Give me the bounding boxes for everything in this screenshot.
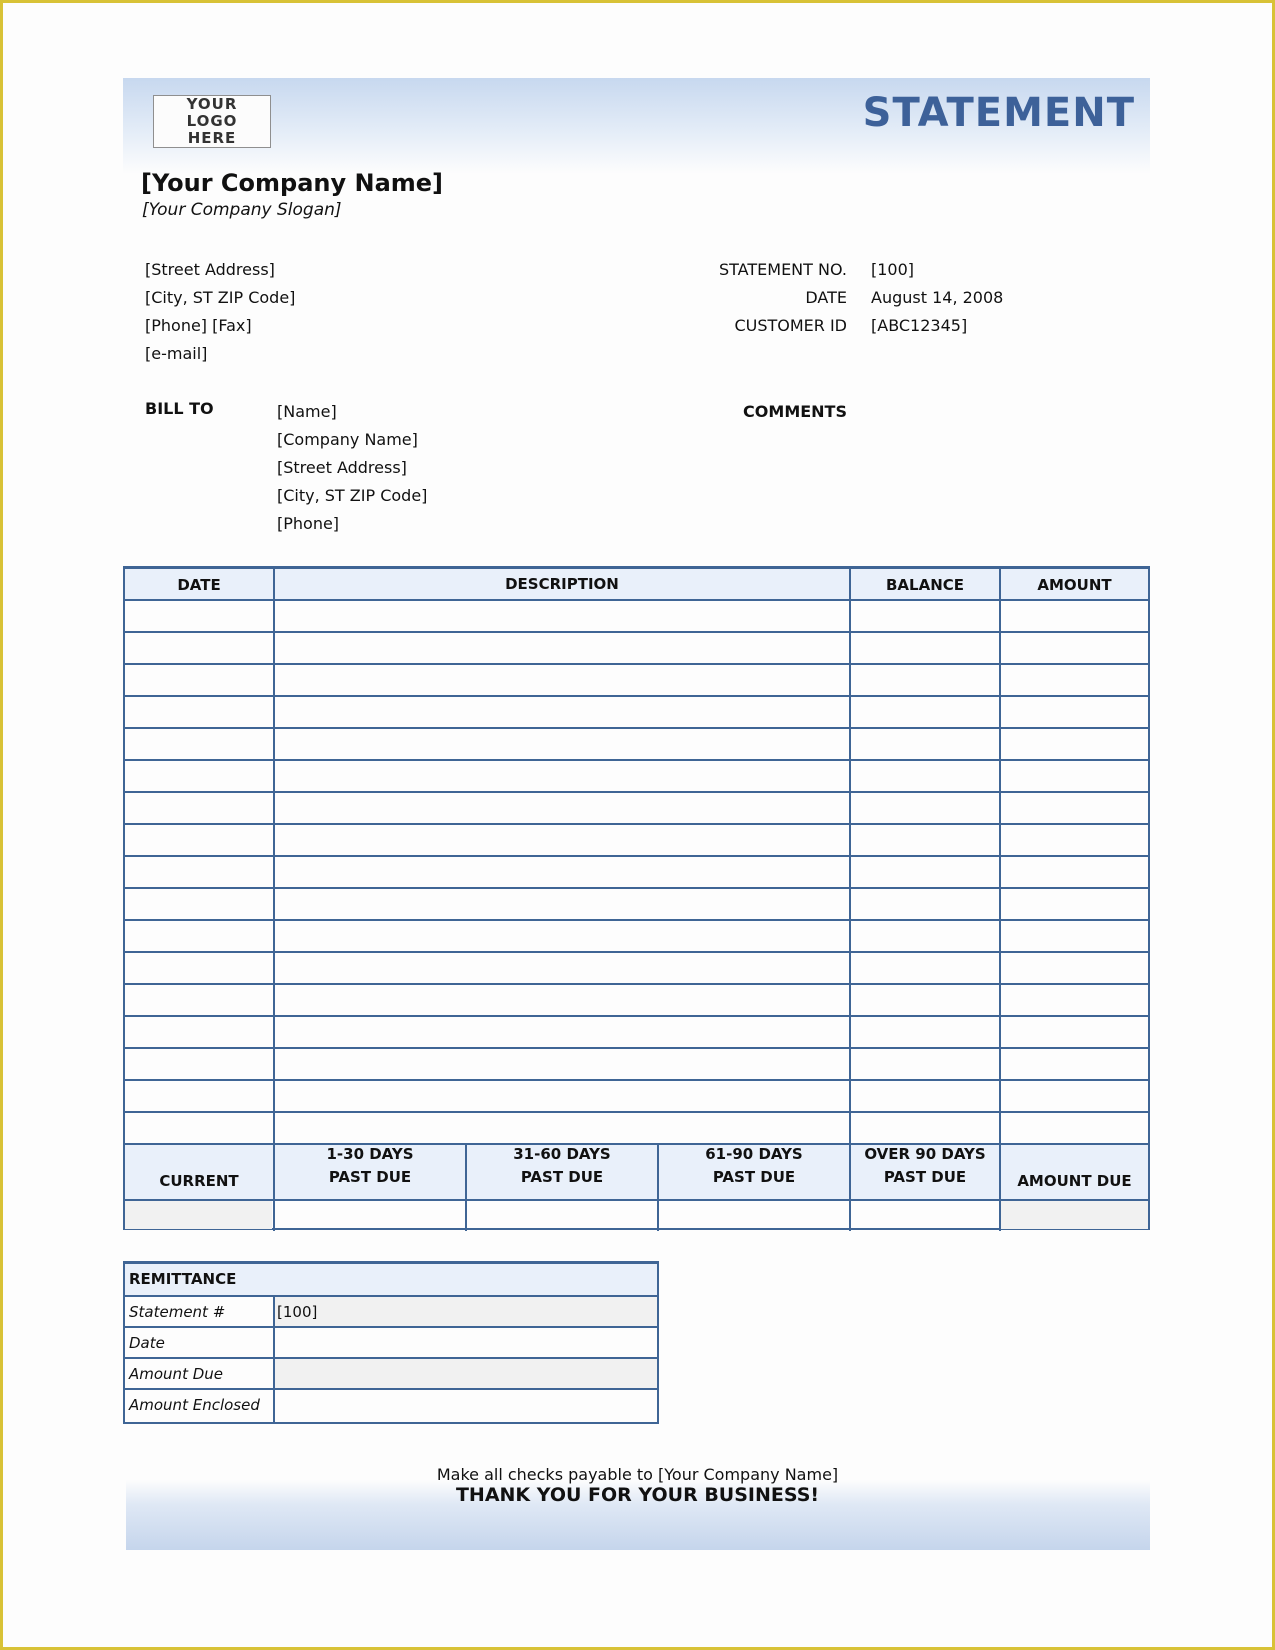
remittance-amount-due-cell[interactable] (275, 1359, 657, 1388)
aging-header-31-60-line2: PAST DUE (520, 1168, 604, 1186)
aging-header-amount-due-line2: AMOUNT DUE (1017, 1172, 1132, 1190)
remittance-label-amount-due: Amount Due (129, 1365, 223, 1383)
aging-header-over-90-line2: PAST DUE (883, 1168, 967, 1186)
bill-to-name: [Name] (277, 402, 337, 421)
sender-phone-fax: [Phone] [Fax] (145, 316, 252, 335)
bill-to-phone: [Phone] (277, 514, 340, 533)
sender-email: [e-mail] (145, 344, 208, 363)
date-value: August 14, 2008 (871, 288, 1004, 307)
row-divider (125, 759, 1148, 761)
aging-header-1-30 (275, 1143, 465, 1189)
aging-header-1-30-line1: 1-30 DAYS (326, 1145, 414, 1163)
statement-no-value: [100] (871, 260, 915, 279)
column-divider (465, 1145, 467, 1231)
row-divider (125, 1199, 1148, 1201)
column-header-balance: BALANCE (885, 576, 965, 594)
statement-table (123, 566, 1150, 1230)
aging-header-amount-due (1001, 1147, 1148, 1193)
document-title: STATEMENT (862, 90, 1135, 136)
row-divider (125, 663, 1148, 665)
row-divider (125, 631, 1148, 633)
row-divider (125, 1015, 1148, 1017)
company-slogan: [Your Company Slogan] (142, 200, 342, 220)
row-divider (125, 1079, 1148, 1081)
date-label: DATE (805, 288, 847, 307)
remittance-value-statement: [100] (277, 1303, 318, 1321)
comments-label: COMMENTS (743, 402, 847, 421)
row-divider (125, 791, 1148, 793)
aging-header-current-line2: CURRENT (159, 1172, 239, 1190)
current-value-cell[interactable] (125, 1200, 272, 1229)
column-divider (999, 1145, 1001, 1231)
row-divider (125, 1143, 1148, 1145)
sender-city: [City, ST ZIP Code] (145, 288, 296, 307)
aging-header-31-60-line1: 31-60 DAYS (513, 1145, 611, 1163)
aging-header-over-90 (851, 1143, 999, 1189)
aging-header-current (125, 1147, 273, 1193)
sender-street: [Street Address] (145, 260, 275, 279)
aging-header-1-30-line2: PAST DUE (328, 1168, 412, 1186)
row-divider (125, 1111, 1148, 1113)
row-divider (125, 1326, 657, 1328)
remittance-label-statement: Statement # (129, 1303, 226, 1321)
aging-header-over-90-line1: OVER 90 DAYS (864, 1145, 986, 1163)
column-header-amount: AMOUNT (1037, 576, 1112, 594)
row-divider (125, 1047, 1148, 1049)
company-name: [Your Company Name] (141, 169, 444, 197)
remittance-title: REMITTANCE (129, 1270, 237, 1288)
aging-header-61-90 (659, 1143, 849, 1189)
column-header-description: DESCRIPTION (505, 575, 619, 593)
remittance-label-amount-enclosed: Amount Enclosed (129, 1396, 260, 1414)
row-divider (125, 695, 1148, 697)
column-header-date: DATE (177, 576, 221, 594)
remittance-label-date: Date (129, 1334, 165, 1352)
customer-id-label: CUSTOMER ID (734, 316, 847, 335)
column-divider (273, 1145, 275, 1231)
column-divider (849, 1145, 851, 1231)
column-divider (273, 569, 275, 1145)
amount-due-value-cell[interactable] (999, 1200, 1148, 1229)
row-divider (125, 887, 1148, 889)
statement-no-label: STATEMENT NO. (718, 260, 847, 279)
row-divider (125, 727, 1148, 729)
bill-to-street: [Street Address] (277, 458, 407, 477)
aging-header-61-90-line2: PAST DUE (712, 1168, 796, 1186)
row-divider (125, 1388, 657, 1390)
column-divider (849, 569, 851, 1145)
row-divider (125, 951, 1148, 953)
thank-you-message: THANK YOU FOR YOUR BUSINESS! (455, 1484, 820, 1506)
row-divider (125, 599, 1148, 601)
row-divider (125, 823, 1148, 825)
bill-to-company: [Company Name] (277, 430, 418, 449)
bill-to-city: [City, ST ZIP Code] (277, 486, 428, 505)
row-divider (125, 1357, 657, 1359)
row-divider (125, 855, 1148, 857)
bill-to-label: BILL TO (145, 399, 214, 418)
remittance-table (123, 1261, 659, 1424)
aging-header-31-60 (467, 1143, 657, 1189)
column-divider (273, 1295, 275, 1423)
aging-header-61-90-line1: 61-90 DAYS (705, 1145, 803, 1163)
row-divider (125, 1295, 657, 1297)
customer-id-value: [ABC12345] (871, 316, 968, 335)
column-divider (657, 1145, 659, 1231)
aging-header-amount-due-line1 (1001, 1147, 1148, 1170)
column-divider (999, 569, 1001, 1145)
logo-placeholder (153, 95, 271, 148)
aging-header-current-line1 (125, 1147, 273, 1170)
row-divider (125, 983, 1148, 985)
remittance-statement-cell[interactable] (275, 1297, 657, 1326)
logo-text: YOUR LOGO HERE (186, 95, 238, 147)
row-divider (125, 919, 1148, 921)
checks-payable-note: Make all checks payable to [Your Company Name] (436, 1465, 839, 1484)
